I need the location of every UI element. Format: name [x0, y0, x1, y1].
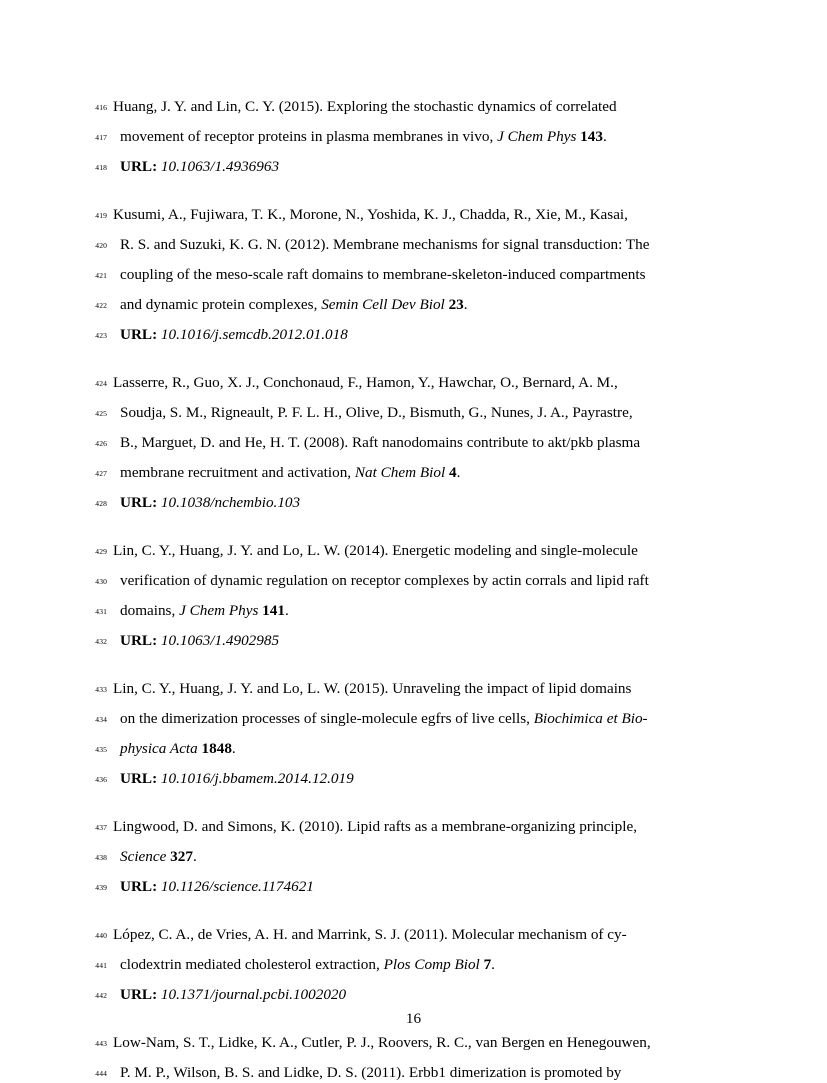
reference-line [89, 872, 711, 902]
reference-entry [89, 1028, 711, 1083]
volume-number: URL: [120, 770, 158, 787]
journal-title: physica Acta [120, 740, 198, 757]
journal-title: 10.1038/nchembio.103 [160, 494, 301, 511]
reference-entry [89, 674, 711, 794]
reference-line-text [120, 458, 460, 488]
line-number: 435 [95, 745, 107, 754]
text-run: B., Marguet, D. and He, H. T. (2008). Raft nanodomains contribute to akt/pkb plasma [120, 434, 641, 451]
journal-title: Plos Comp Biol [383, 956, 480, 973]
volume-number: URL: [120, 632, 158, 649]
journal-title: 10.1016/j.bbamem.2014.12.019 [160, 770, 354, 787]
line-number: 443 [95, 1039, 107, 1048]
line-number: 440 [95, 931, 107, 940]
reference-entry [89, 92, 711, 182]
volume-number: URL: [120, 326, 158, 343]
reference-entry [89, 536, 711, 656]
reference-line [89, 1058, 711, 1083]
reference-line-text [120, 734, 236, 764]
volume-number: 4 [448, 464, 457, 481]
line-number: 420 [95, 241, 107, 250]
text-run: López, C. A., de Vries, A. H. and Marrink, S. J. (2011). Molecular mechanism of cy- [113, 926, 627, 943]
text-run: clodextrin mediated cholesterol extraction, [120, 956, 384, 973]
reference-line [89, 536, 711, 566]
text-run: . [602, 128, 607, 145]
line-number: 426 [95, 439, 107, 448]
reference-line [89, 674, 711, 704]
text-run: domains, [120, 602, 180, 619]
volume-number: 1848 [201, 740, 232, 757]
reference-line-text [120, 980, 346, 1010]
volume-number: URL: [120, 986, 158, 1003]
line-number: 424 [95, 379, 107, 388]
reference-line [89, 812, 711, 842]
reference-line-text [120, 566, 649, 596]
reference-line [89, 704, 711, 734]
reference-line-text [120, 152, 279, 182]
line-number: 418 [95, 163, 107, 172]
reference-line-text [113, 536, 638, 566]
journal-title: Semin Cell Dev Biol [321, 296, 445, 313]
line-number: 437 [95, 823, 107, 832]
reference-line [89, 1028, 711, 1058]
reference-line-text [120, 1058, 621, 1083]
text-run: . [192, 848, 197, 865]
reference-line [89, 260, 711, 290]
reference-line-text [120, 122, 607, 152]
text-run: coupling of the meso-scale raft domains to membrane-skeleton-induced compartments [120, 266, 646, 283]
reference-line-text [120, 260, 646, 290]
reference-line-text [113, 92, 617, 122]
text-run: R. S. and Suzuki, K. G. N. (2012). Membrane mechanisms for signal transduction: The [120, 236, 650, 253]
text-run: . [231, 740, 236, 757]
reference-line-text [120, 704, 648, 734]
text-run: P. M. P., Wilson, B. S. and Lidke, D. S. (2011). Erbb1 dimerization is promoted by [120, 1064, 622, 1081]
line-number: 417 [95, 133, 107, 142]
reference-line [89, 230, 711, 260]
journal-title: J Chem Phys [179, 602, 259, 619]
reference-line-text [120, 488, 300, 518]
text-run: . [284, 602, 289, 619]
journal-title: 10.1126/science.1174621 [160, 878, 314, 895]
journal-title: 10.1063/1.4902985 [160, 632, 280, 649]
reference-line [89, 290, 711, 320]
line-number: 431 [95, 607, 107, 616]
line-number: 428 [95, 499, 107, 508]
line-number: 430 [95, 577, 107, 586]
line-number: 436 [95, 775, 107, 784]
reference-line-text [113, 674, 631, 704]
line-number: 421 [95, 271, 107, 280]
reference-line-text [120, 872, 314, 902]
text-run: membrane recruitment and activation, [120, 464, 355, 481]
reference-line [89, 200, 711, 230]
text-run: and dynamic protein complexes, [120, 296, 322, 313]
reference-line-text [120, 626, 279, 656]
text-run: Soudja, S. M., Rigneault, P. F. L. H., Olive, D., Bismuth, G., Nunes, J. A., Payrastre, [120, 404, 633, 421]
reference-line [89, 764, 711, 794]
reference-line [89, 626, 711, 656]
volume-number: 7 [483, 956, 492, 973]
volume-number: 143 [580, 128, 603, 145]
journal-title: 10.1371/journal.pcbi.1002020 [160, 986, 347, 1003]
reference-line-text [120, 320, 348, 350]
page-number: 16 [405, 1010, 422, 1027]
reference-line [89, 842, 711, 872]
volume-number: 327 [170, 848, 193, 865]
reference-entry [89, 368, 711, 518]
reference-line [89, 920, 711, 950]
line-number: 442 [95, 991, 107, 1000]
reference-line [89, 734, 711, 764]
reference-line [89, 368, 711, 398]
reference-line [89, 398, 711, 428]
volume-number: 141 [262, 602, 285, 619]
reference-line-text [113, 200, 628, 230]
volume-number: URL: [120, 494, 158, 511]
text-run: Lin, C. Y., Huang, J. Y. and Lo, L. W. (2015). Unraveling the impact of lipid domains [113, 680, 632, 697]
text-run: . [463, 296, 468, 313]
reference-line [89, 428, 711, 458]
volume-number: 23 [448, 296, 464, 313]
line-number: 419 [95, 211, 107, 220]
reference-line [89, 92, 711, 122]
reference-list [89, 92, 711, 1083]
text-run: Huang, J. Y. and Lin, C. Y. (2015). Exploring the stochastic dynamics of correlated [113, 98, 617, 115]
journal-title: Science [120, 848, 167, 865]
line-number: 438 [95, 853, 107, 862]
line-number: 441 [95, 961, 107, 970]
text-run: . [491, 956, 495, 973]
line-number: 422 [95, 301, 107, 310]
reference-line [89, 980, 711, 1010]
line-number: 427 [95, 469, 107, 478]
reference-line-text [120, 290, 468, 320]
line-number: 439 [95, 883, 107, 892]
reference-line-text [113, 368, 618, 398]
reference-line-text [120, 596, 289, 626]
reference-line-text [120, 842, 197, 872]
line-number: 434 [95, 715, 107, 724]
reference-line-text [120, 764, 354, 794]
text-run: . [456, 464, 461, 481]
text-run: Kusumi, A., Fujiwara, T. K., Morone, N., Yoshida, K. J., Chadda, R., Xie, M., Kasai, [113, 206, 628, 223]
line-number: 433 [95, 685, 107, 694]
reference-line [89, 566, 711, 596]
text-run: Low-Nam, S. T., Lidke, K. A., Cutler, P. J., Roovers, R. C., van Bergen en Henegouwen, [113, 1034, 651, 1051]
journal-title: 10.1016/j.semcdb.2012.01.018 [160, 326, 348, 343]
reference-entry [89, 920, 711, 1010]
reference-line-text [113, 1028, 651, 1058]
reference-line-text [120, 428, 640, 458]
reference-entry [89, 812, 711, 902]
reference-entry [89, 200, 711, 350]
text-run: verification of dynamic regulation on receptor complexes by actin corrals and lipid raft [120, 572, 649, 589]
reference-line [89, 122, 711, 152]
line-number: 425 [95, 409, 107, 418]
line-number: 432 [95, 637, 107, 646]
text-run: movement of receptor proteins in plasma membranes in vivo, [120, 128, 498, 145]
volume-number: URL: [120, 158, 158, 175]
reference-line [89, 488, 711, 518]
text-run: Lingwood, D. and Simons, K. (2010). Lipid rafts as a membrane-organizing principle, [113, 818, 637, 835]
journal-title: J Chem Phys [497, 128, 577, 145]
journal-title: 10.1063/1.4936963 [160, 158, 280, 175]
volume-number: URL: [120, 878, 158, 895]
reference-line [89, 458, 711, 488]
reference-line-text [120, 950, 495, 980]
line-number: 423 [95, 331, 107, 340]
journal-title: Biochimica et Bio- [533, 710, 648, 727]
reference-line-text [113, 812, 637, 842]
line-number: 416 [95, 103, 107, 112]
reference-line [89, 320, 711, 350]
text-run: on the dimerization processes of single-molecule egfrs of live cells, [120, 710, 534, 727]
reference-line [89, 950, 711, 980]
line-number: 429 [95, 547, 107, 556]
text-run: Lin, C. Y., Huang, J. Y. and Lo, L. W. (2014). Energetic modeling and single-molecule [113, 542, 638, 559]
reference-line-text [113, 920, 627, 950]
reference-line [89, 152, 711, 182]
reference-line [89, 596, 711, 626]
line-number: 444 [95, 1069, 107, 1078]
text-run: Lasserre, R., Guo, X. J., Conchonaud, F., Hamon, Y., Hawchar, O., Bernard, A. M., [113, 374, 618, 391]
reference-line-text [120, 230, 650, 260]
reference-line-text [120, 398, 633, 428]
journal-title: Nat Chem Biol [354, 464, 446, 481]
